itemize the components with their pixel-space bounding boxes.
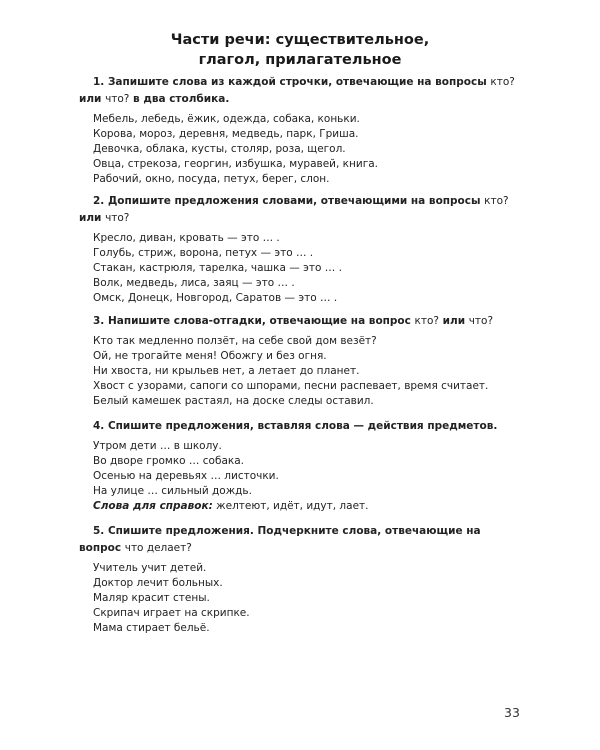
exercise-task: 4. Спишите предложения, вставляя слова — действия предметов. — [93, 420, 498, 432]
exercise-line: Осенью на деревьях … листочки. — [93, 470, 279, 482]
exercise-task: 5. Спишите предложения. Подчеркните слова, отвечающие на вопрос что делает? — [79, 525, 481, 554]
exercise-line: Корова, мороз, деревня, медведь, парк, Гриша. — [93, 128, 359, 140]
exercise-task: 2. Допишите предложения словами, отвечающими на вопросы кто? или что? — [79, 195, 509, 224]
exercise-line: На улице … сильный дождь. — [93, 485, 252, 497]
exercise-line: Мама стирает бельё. — [93, 622, 210, 634]
exercise-line: Рабочий, окно, посуда, петух, берег, слон. — [93, 173, 330, 185]
exercise-task: 3. Напишите слова-отгадки, отвечающие на вопрос кто? или что? — [93, 315, 494, 327]
exercise-line: Мебель, лебедь, ёжик, одежда, собака, коньки. — [93, 113, 360, 125]
title-line-2: глагол, прилагательное — [198, 52, 402, 68]
exercise-line: Омск, Донецк, Новгород, Саратов — это … . — [93, 292, 338, 304]
exercise-line: Хвост с узорами, сапоги со шпорами, песни распевает, время считает. — [93, 380, 489, 392]
exercise-5 — [79, 523, 519, 636]
exercise-line: Овца, стрекоза, георгин, избушка, муравей, книга. — [93, 158, 378, 170]
exercise-line: Волк, медведь, лиса, заяц — это … . — [93, 277, 295, 289]
exercise-1 — [79, 74, 519, 187]
exercise-4 — [79, 418, 519, 514]
exercise-line: Утром дети … в школу. — [93, 440, 222, 452]
exercise-line: Кресло, диван, кровать — это … . — [93, 232, 280, 244]
exercise-line: Белый камешек растаял, на доске следы оставил. — [93, 395, 374, 407]
exercise-task: 1. Запишите слова из каждой строчки, отвечающие на вопросы кто? или что? в два столбика. — [79, 76, 515, 105]
page-number: 33 — [504, 705, 520, 720]
exercise-line: Ни хвоста, ни крыльев нет, а летает до планет. — [93, 365, 360, 377]
reference-words: Слова для справок: желтеют, идёт, идут, лает. — [93, 500, 369, 512]
exercise-line: Скрипач играет на скрипке. — [93, 607, 250, 619]
exercise-line: Учитель учит детей. — [93, 562, 207, 574]
exercise-line: Во дворе громко … собака. — [93, 455, 244, 467]
exercise-line: Маляр красит стены. — [93, 592, 210, 604]
exercise-line: Доктор лечит больных. — [93, 577, 223, 589]
exercise-2 — [79, 193, 519, 306]
exercise-line: Стакан, кастрюля, тарелка, чашка — это … . — [93, 262, 342, 274]
exercise-line: Кто так медленно ползёт, на себе свой дом везёт? — [93, 335, 377, 347]
page-title — [0, 30, 600, 70]
exercise-line: Ой, не трогайте меня! Обожгу и без огня. — [93, 350, 327, 362]
exercise-line: Девочка, облака, кусты, столяр, роза, щегол. — [93, 143, 346, 155]
exercise-3 — [79, 313, 519, 409]
exercise-line: Голубь, стриж, ворона, петух — это … . — [93, 247, 314, 259]
title-line-1: Части речи: существительное, — [170, 32, 430, 48]
